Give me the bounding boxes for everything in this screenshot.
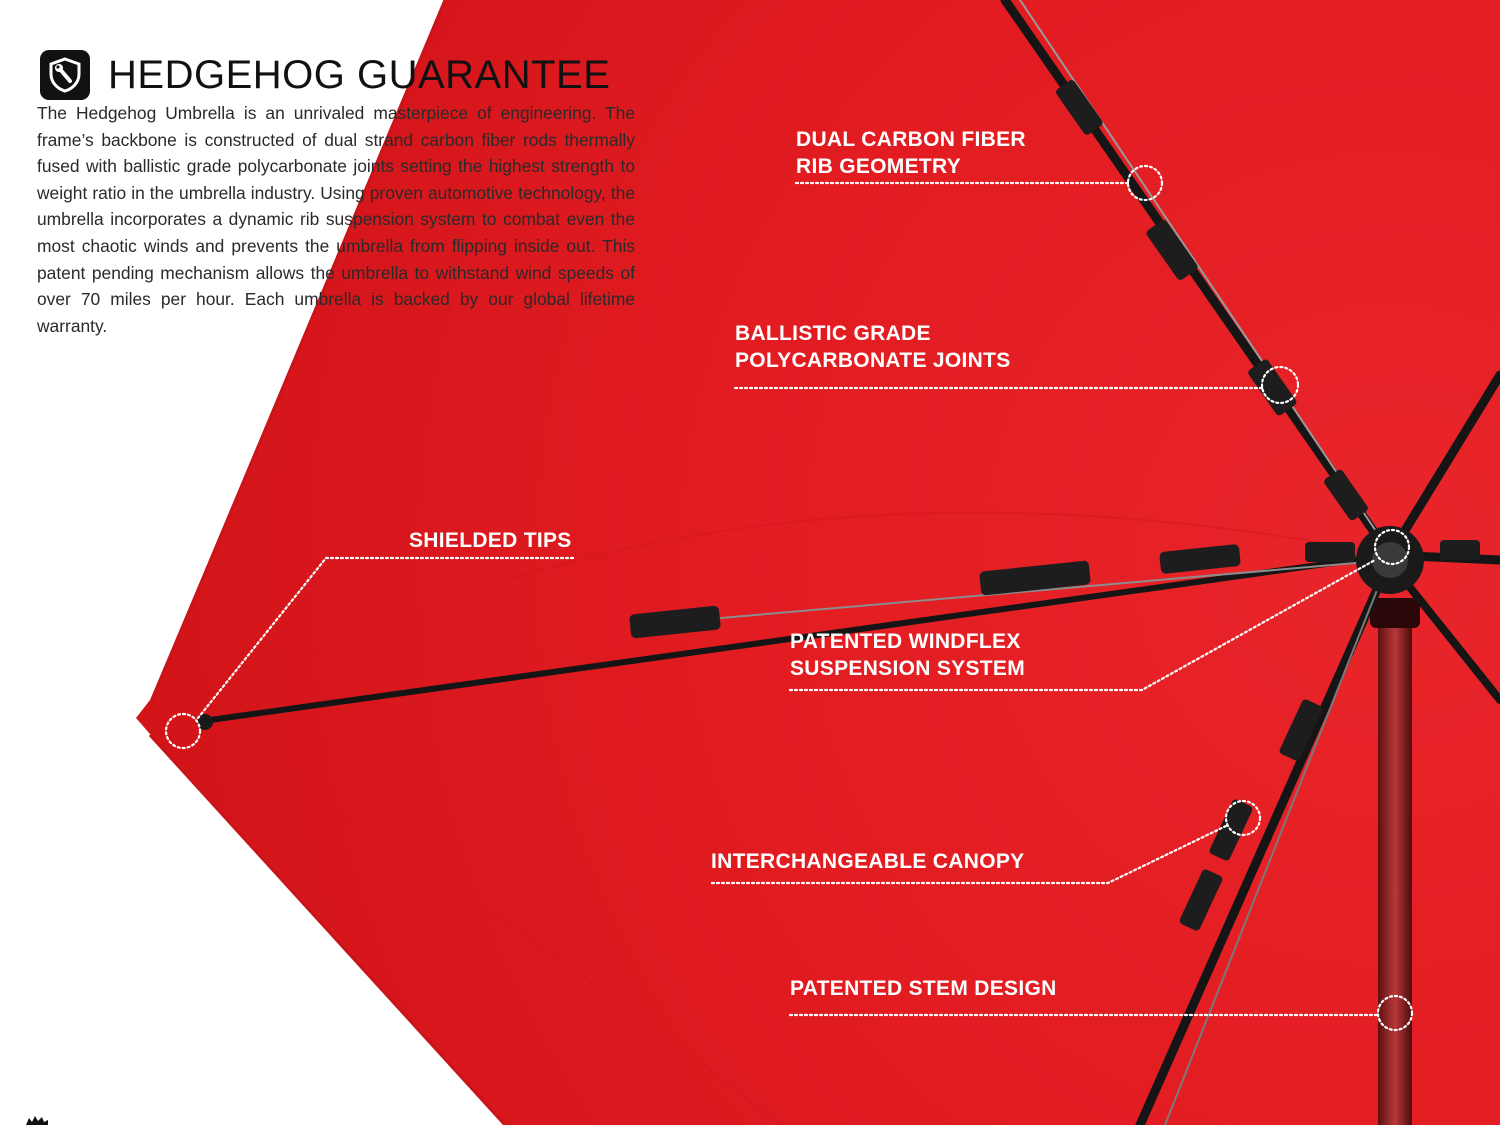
callout-canopy <box>711 848 1024 875</box>
callout-stem-line1: PATENTED STEM DESIGN <box>790 977 1057 1000</box>
stem-collar <box>1370 598 1420 628</box>
callout-ballistic <box>735 320 1011 374</box>
joint <box>1305 542 1355 562</box>
umbrella-stem <box>1378 600 1412 1125</box>
intro-paragraph: The Hedgehog Umbrella is an unrivaled masterpiece of engineering. The frame’s backbone is constructed of dual strand carbon fiber rods thermally fused with ballistic grade polycarbonate joints setting the highest strength to weight ratio in the umbrella industry. Using proven automotive technology, the umbrella incorporates a dynamic rib suspension system to combat even the most chaotic winds and prevents the umbrella from flipping inside out. This patent pending mechanism allows the umbrella to withstand wind speeds of over 70 miles per hour. Each umbrella is backed by our global lifetime warranty. <box>37 103 635 336</box>
callout-dual-carbon <box>796 126 1026 180</box>
page-title: HEDGEHOG GUARANTEE <box>108 52 611 97</box>
callout-windflex-line1: PATENTED WINDFLEX <box>790 630 1021 653</box>
callout-shielded-tips <box>409 527 572 554</box>
joint <box>1440 540 1480 560</box>
callout-ballistic-line1: BALLISTIC GRADE <box>735 322 931 345</box>
shield-icon <box>48 57 82 93</box>
callout-dual-carbon-line1: DUAL CARBON FIBER <box>796 128 1026 151</box>
callout-shielded-tips-line1: SHIELDED TIPS <box>409 529 572 552</box>
callout-windflex-line2: SUSPENSION SYSTEM <box>790 657 1025 680</box>
callout-ballistic-line2: POLYCARBONATE JOINTS <box>735 349 1011 372</box>
hedgehog-icon <box>24 1114 50 1125</box>
callout-windflex <box>790 628 1025 682</box>
shield-wrench-icon <box>40 50 90 100</box>
callout-stem <box>790 975 1057 1002</box>
callout-dual-carbon-line2: RIB GEOMETRY <box>796 155 961 178</box>
callout-canopy-line1: INTERCHANGEABLE CANOPY <box>711 850 1025 873</box>
